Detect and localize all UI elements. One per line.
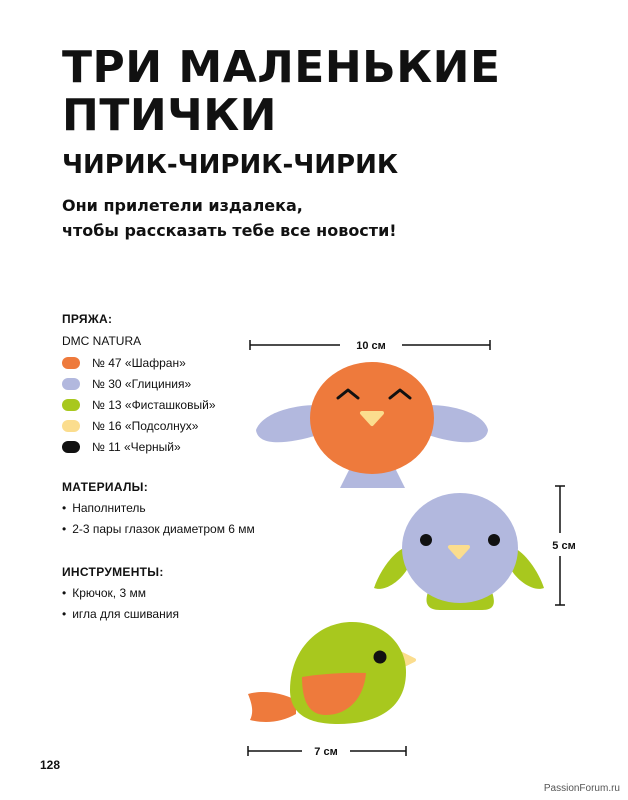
orange-bird-right-wing (428, 405, 488, 442)
page-number: 128 (40, 758, 61, 772)
dimension-line-bottom (248, 746, 406, 758)
materials-item: • 2-3 пары глазок диаметром 6 мм (62, 518, 255, 539)
watermark: PassionForum.ru (543, 783, 620, 794)
yarn-item-label: № 47 «Шафран» (92, 355, 186, 370)
yarn-heading: ПРЯЖА: (62, 312, 113, 326)
dimension-label-bottom: 7 см (314, 746, 338, 758)
yarn-item-label: № 11 «Черный» (92, 439, 181, 454)
yarn-item-label: № 13 «Фисташковый» (92, 397, 216, 412)
orange-bird (256, 362, 488, 488)
yarn-item-label: № 16 «Подсолнух» (92, 418, 199, 433)
yarn-item-label: № 30 «Глициния» (92, 376, 192, 391)
dimension-label-top: 10 см (356, 340, 386, 352)
materials-heading: МАТЕРИАЛЫ: (62, 480, 149, 494)
lilac-bird (374, 493, 544, 610)
green-bird (248, 622, 414, 724)
page-title: ТРИ МАЛЕНЬКИЕ ПТИЧКИ (62, 42, 501, 141)
eye-icon (420, 534, 432, 546)
intro-line: Они прилетели издалека, (62, 196, 303, 215)
yarn-brand: DMC NATURA (62, 334, 142, 348)
eye-icon (374, 651, 387, 664)
orange-bird-left-wing (256, 405, 318, 442)
dimension-label-right: 5 см (552, 540, 576, 552)
tools-item: • Крючок, 3 мм (62, 582, 179, 603)
tools-heading: ИНСТРУМЕНТЫ: (62, 565, 164, 579)
eye-icon (488, 534, 500, 546)
page-subtitle: ЧИРИК-ЧИРИК-ЧИРИК (62, 150, 399, 180)
dimension-line-right (552, 486, 575, 605)
intro-line: чтобы рассказать тебе все новости! (62, 221, 397, 240)
green-bird-tail (248, 692, 296, 722)
materials-item: • Наполнитель (62, 497, 255, 518)
tools-item: • игла для сшивания (62, 603, 179, 624)
dimension-line-top (250, 340, 490, 352)
